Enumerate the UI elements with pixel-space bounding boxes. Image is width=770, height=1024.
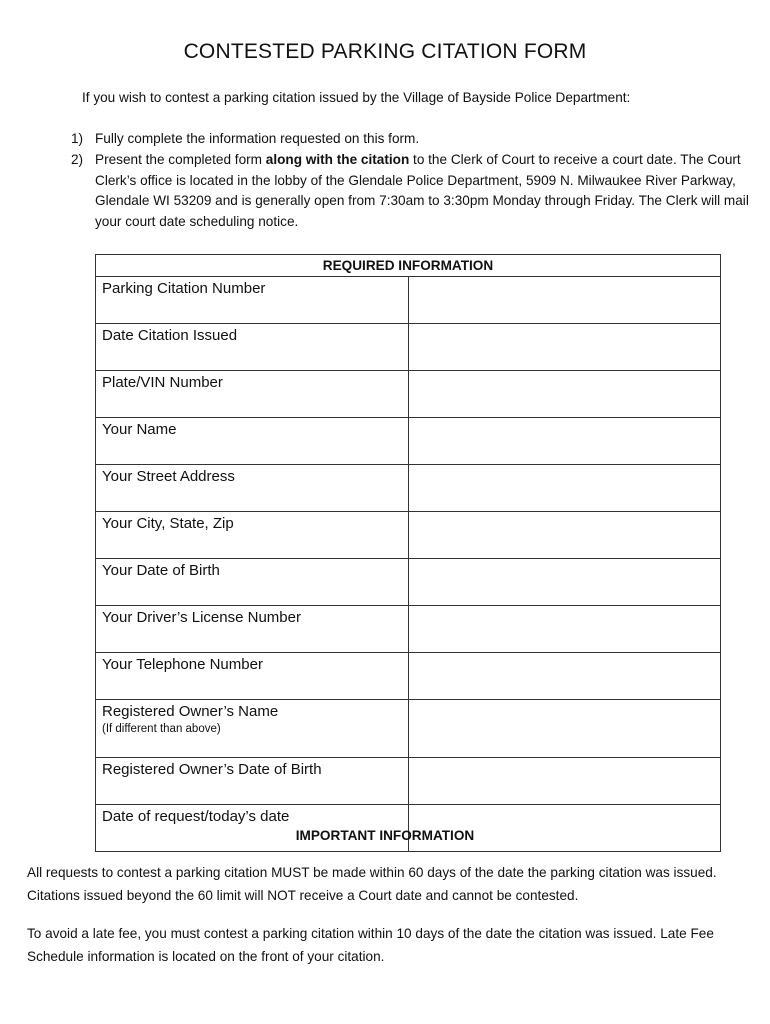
important-paragraph-late-fee: To avoid a late fee, you must contest a parking citation within 10 days of the date the citation was issued. Late Fee Schedule information is located on the front of your citation. <box>27 926 714 964</box>
field-label: Your Street Address <box>96 465 409 512</box>
step-text-start: Present the completed form <box>95 151 266 167</box>
required-information-table <box>95 254 721 852</box>
field-label: Plate/VIN Number <box>96 371 409 418</box>
instruction-step-2 <box>71 150 751 233</box>
table-row <box>96 277 721 324</box>
instruction-step-1 <box>71 129 751 150</box>
instruction-list <box>71 129 751 233</box>
table-header-row <box>96 255 721 277</box>
important-paragraph-deadline: All requests to contest a parking citation MUST be made within 60 days of the date the parking citation was issued. Citations issued beyond the 60 limit will NOT receive a Court date and cannot be contested. <box>27 865 717 903</box>
registered-owner-name-field[interactable] <box>408 700 721 758</box>
table-row <box>96 465 721 512</box>
parking-citation-number-field[interactable] <box>408 277 721 324</box>
field-label: Your Name <box>96 418 409 465</box>
table-row <box>96 559 721 606</box>
field-label: Your Telephone Number <box>96 653 409 700</box>
date-citation-issued-field[interactable] <box>408 324 721 371</box>
table-row <box>96 606 721 653</box>
field-label: Date of request/today’s date <box>96 805 409 852</box>
field-label <box>96 700 409 758</box>
telephone-number-field[interactable] <box>408 653 721 700</box>
step-text: Fully complete the information requested on this form. <box>95 131 420 146</box>
street-address-field[interactable] <box>408 465 721 512</box>
date-of-birth-field[interactable] <box>408 559 721 606</box>
drivers-license-number-field[interactable] <box>408 606 721 653</box>
field-label: Your City, State, Zip <box>96 512 409 559</box>
step-text <box>95 150 751 233</box>
field-label: Your Date of Birth <box>96 559 409 606</box>
plate-vin-number-field[interactable] <box>408 371 721 418</box>
table-row <box>96 700 721 758</box>
table-row <box>96 512 721 559</box>
table-row <box>96 758 721 805</box>
registered-owner-date-of-birth-field[interactable] <box>408 758 721 805</box>
field-label-text: Registered Owner’s Name <box>102 703 279 720</box>
step-text-end: to the Clerk of Court to receive a court date. The Court Clerk’s office is located in the lobby of the Glendale Police Department, 5909 N. Milwaukee River Parkway, Glendale WI 53209 and is generally open from 7:30am to 3:30pm Monday through Friday. The Clerk will mail your court date scheduling notice. <box>95 151 749 230</box>
form-title: CONTESTED PARKING CITATION FORM <box>183 40 587 63</box>
step-number: 1) <box>71 131 84 146</box>
table-row <box>96 324 721 371</box>
table-row <box>96 653 721 700</box>
field-label: Parking Citation Number <box>96 277 409 324</box>
required-information-heading: REQUIRED INFORMATION <box>96 255 721 277</box>
your-name-field[interactable] <box>408 418 721 465</box>
field-label: Date Citation Issued <box>96 324 409 371</box>
important-information-heading: IMPORTANT INFORMATION <box>295 828 475 843</box>
intro-text: If you wish to contest a parking citation issued by the Village of Bayside Police Department: <box>82 90 631 105</box>
field-label: Registered Owner’s Date of Birth <box>96 758 409 805</box>
table-row <box>96 418 721 465</box>
step-number: 2) <box>71 151 84 167</box>
step-text-emphasis: along with the citation <box>265 151 410 167</box>
field-label-note: (If different than above) <box>102 723 221 735</box>
city-state-zip-field[interactable] <box>408 512 721 559</box>
field-label: Your Driver’s License Number <box>96 606 409 653</box>
table-row <box>96 371 721 418</box>
